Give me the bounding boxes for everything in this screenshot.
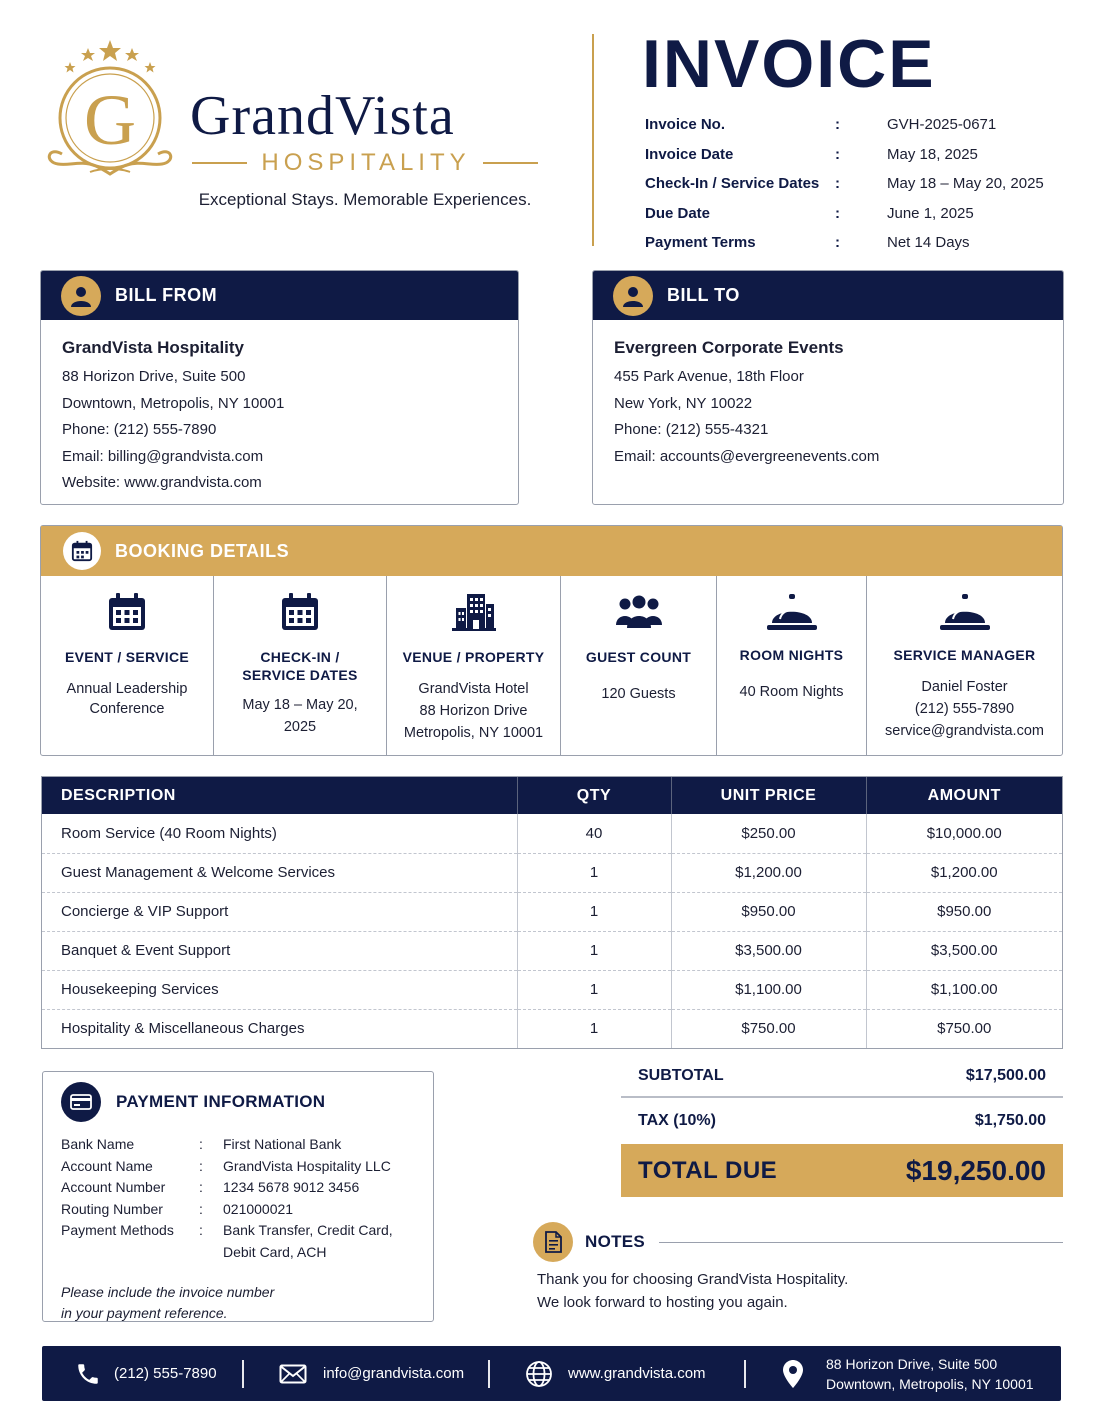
- value-line: 40 Room Nights: [739, 684, 844, 700]
- value-line: Bank Transfer, Credit Card,: [223, 1222, 393, 1238]
- value-line: 1234 5678 9012 3456: [223, 1179, 360, 1195]
- table-header-row: [42, 777, 1062, 814]
- booking-col-value: [601, 683, 675, 705]
- bill-from-card: [40, 270, 519, 505]
- meta-value: Net 14 Days: [887, 234, 970, 252]
- booking-col-value: [67, 678, 188, 720]
- booking-col-room-nights: [717, 576, 867, 755]
- value-line: Annual Leadership: [66, 681, 188, 697]
- calendar-icon: [280, 590, 320, 634]
- booking-col-title: [403, 648, 545, 666]
- meta-row-payment-terms: [645, 228, 1085, 258]
- cell-amount: $750.00: [937, 1020, 992, 1038]
- value-line: GrandVista Hotel: [418, 681, 529, 697]
- booking-header: [41, 526, 1062, 576]
- booking-col-value: [404, 678, 543, 744]
- table-row: [42, 970, 1062, 1009]
- booking-col-event: [41, 576, 214, 755]
- title-line: GUEST COUNT: [585, 649, 692, 665]
- building-icon: [452, 590, 496, 634]
- globe-icon: [525, 1360, 553, 1388]
- payment-value: [223, 1199, 413, 1221]
- value-line: service@grandvista.com: [885, 723, 1044, 739]
- meta-row-due-date: [645, 199, 1085, 229]
- booking-col-guests: [561, 576, 717, 755]
- phone-icon: [75, 1361, 101, 1387]
- note-line: We look forward to hosting you again.: [537, 1294, 788, 1311]
- brand-subtitle: [192, 146, 538, 180]
- payment-sep: :: [199, 1179, 203, 1195]
- col-description: DESCRIPTION: [42, 777, 517, 814]
- subtotal-row: [621, 1056, 1063, 1098]
- calendar-icon: [63, 532, 101, 570]
- payment-sep: :: [199, 1157, 203, 1174]
- cell-description: Concierge & VIP Support: [42, 892, 517, 931]
- user-icon: [61, 276, 101, 316]
- note-line: Please include the invoice number: [61, 1284, 275, 1300]
- meta-label: Check-In / Service Dates: [645, 175, 820, 193]
- meta-sep: :: [835, 116, 840, 134]
- table-row: [42, 853, 1062, 892]
- meta-sep: :: [835, 175, 840, 193]
- line-items-table: [41, 776, 1063, 1049]
- bill-to-line: New York, NY 10022: [614, 394, 753, 412]
- footer-phone-text[interactable]: (212) 555-7890: [114, 1364, 217, 1382]
- bill-to-name: Evergreen Corporate Events: [614, 338, 844, 357]
- booking-col-title: [740, 646, 844, 664]
- payment-information: [42, 1071, 434, 1322]
- cell-description: Room Service (40 Room Nights): [42, 814, 517, 853]
- cell-qty: 1: [517, 970, 671, 1009]
- bill-from-header: [41, 271, 518, 320]
- title-line: EVENT / SERVICE: [64, 649, 190, 665]
- payment-label: Payment Methods: [61, 1222, 174, 1238]
- cell-description: Housekeeping Services: [42, 970, 517, 1009]
- payment-note: [61, 1282, 361, 1324]
- meta-label: Due Date: [645, 204, 711, 222]
- subtotal-value: $17,500.00: [965, 1067, 1046, 1084]
- table-row: [42, 931, 1062, 970]
- title-line: ROOM NIGHTS: [739, 647, 844, 663]
- meta-value: GVH-2025-0671: [887, 116, 997, 134]
- payment-row-account-number: [61, 1177, 433, 1199]
- address-line: Downtown, Metropolis, NY 10001: [826, 1375, 1034, 1392]
- bill-from-line: Phone: (212) 555-7890: [62, 421, 217, 438]
- payment-row-routing: [61, 1199, 433, 1221]
- cell-unit-price: $950.00: [671, 892, 866, 931]
- bill-to-card: [592, 270, 1064, 505]
- group-icon: [616, 590, 662, 634]
- cell-qty: 1: [517, 892, 671, 931]
- payment-row-methods: [61, 1220, 433, 1263]
- cell-amount: $10,000.00: [866, 814, 1062, 853]
- payment-row-account-name: [61, 1156, 433, 1178]
- booking-col-value: [242, 694, 357, 738]
- booking-col-dates: [214, 576, 387, 755]
- title-line: VENUE / PROPERTY: [402, 649, 545, 665]
- brand-sub-rule-right: [483, 162, 538, 164]
- total-due-label: TOTAL DUE: [638, 1156, 778, 1184]
- meta-sep: :: [835, 145, 840, 163]
- invoice-meta: [645, 110, 1085, 258]
- payment-heading: PAYMENT INFORMATION: [116, 1092, 326, 1111]
- value-line: Debit Card, ACH: [223, 1243, 327, 1260]
- tax-row: [621, 1098, 1063, 1144]
- brand-sub-text: HOSPITALITY: [261, 149, 471, 176]
- booking-col-title: [242, 648, 357, 684]
- cell-qty: 1: [517, 931, 671, 970]
- payment-label: Account Number: [61, 1179, 166, 1195]
- value-line: 88 Horizon Drive: [419, 703, 528, 719]
- value-line: 120 Guests: [601, 686, 676, 702]
- bill-from-line: 88 Horizon Drive, Suite 500: [62, 368, 246, 385]
- payment-value: [223, 1134, 413, 1156]
- meta-label: Invoice Date: [645, 145, 734, 163]
- col-qty: QTY: [517, 777, 671, 814]
- value-line: 2025: [283, 719, 317, 735]
- payment-sep: :: [199, 1136, 203, 1152]
- footer-address-text: [826, 1354, 1034, 1394]
- footer-phone: [42, 1346, 242, 1401]
- header-divider: [592, 34, 594, 246]
- booking-details: [40, 525, 1063, 756]
- mail-icon: [279, 1364, 307, 1384]
- value-line: (212) 555-7890: [914, 701, 1015, 717]
- cell-description: Banquet & Event Support: [42, 931, 517, 970]
- note-line: in your payment reference.: [61, 1305, 228, 1321]
- invoice-title: INVOICE: [642, 26, 936, 102]
- meta-row-invoice-date: [645, 140, 1085, 170]
- value-line: GrandVista Hospitality LLC: [223, 1157, 391, 1174]
- value-line: First National Bank: [223, 1136, 342, 1152]
- booking-heading: BOOKING DETAILS: [115, 540, 290, 561]
- title-line: CHECK-IN /: [260, 649, 340, 665]
- payment-label: Account Name: [61, 1157, 153, 1174]
- value-line: May 18 – May 20,: [242, 697, 358, 713]
- cell-amount: $3,500.00: [866, 931, 1062, 970]
- bill-to-line: Email: accounts@evergreenevents.com: [614, 447, 880, 465]
- value-line: Conference: [89, 701, 165, 717]
- cell-qty: 1: [517, 853, 671, 892]
- bill-to-header: [593, 271, 1063, 320]
- subtotal-label: SUBTOTAL: [638, 1067, 724, 1084]
- location-pin-icon: [782, 1359, 804, 1389]
- footer-website: [490, 1346, 744, 1401]
- footer-separator: [242, 1360, 244, 1388]
- cell-amount: $950.00: [866, 892, 1062, 931]
- brand-logo: [40, 36, 180, 186]
- address-line: 88 Horizon Drive, Suite 500: [826, 1355, 998, 1372]
- cell-unit-price: $1,200.00: [671, 853, 866, 892]
- bill-from-name: GrandVista Hospitality: [62, 338, 245, 357]
- payment-header: [61, 1082, 433, 1122]
- booking-col-title: [894, 646, 1036, 664]
- meta-sep: :: [835, 204, 840, 222]
- cell-amount: $1,100.00: [866, 970, 1062, 1009]
- title-line: SERVICE MANAGER: [893, 647, 1036, 663]
- meta-label: Invoice No.: [645, 116, 726, 134]
- payment-value: [223, 1177, 413, 1199]
- table-row: [42, 1009, 1062, 1048]
- cell-qty: 40: [517, 814, 671, 853]
- booking-col-value: [885, 676, 1044, 742]
- note-line: Thank you for choosing GrandVista Hospitality.: [537, 1271, 849, 1288]
- payment-row-bank: [61, 1134, 433, 1156]
- col-amount: AMOUNT: [866, 777, 1062, 814]
- payment-label: Routing Number: [61, 1200, 163, 1217]
- footer-separator: [488, 1360, 490, 1388]
- bill-from-line: Website: www.grandvista.com: [62, 474, 262, 491]
- document-icon: [533, 1222, 573, 1262]
- cell-unit-price: $750.00: [671, 1009, 866, 1048]
- booking-col-value: [740, 681, 844, 703]
- footer-bar: [42, 1346, 1061, 1401]
- bill-from-heading: BILL FROM: [115, 285, 218, 305]
- payment-rows: [61, 1134, 433, 1263]
- meta-label: Payment Terms: [645, 234, 756, 252]
- payment-value: [223, 1156, 413, 1178]
- bill-from-line: Downtown, Metropolis, NY 10001: [62, 394, 285, 412]
- bill-from-line: Email: billing@grandvista.com: [62, 447, 264, 465]
- notes-header: [533, 1222, 1063, 1262]
- meta-row-invoice-no: [645, 110, 1085, 140]
- meta-value: May 18 – May 20, 2025: [887, 175, 1044, 193]
- bill-to-line: 455 Park Avenue, 18th Floor: [614, 368, 804, 385]
- logo-letter: G: [84, 80, 136, 160]
- value-line: Daniel Foster: [921, 679, 1008, 695]
- meta-value: June 1, 2025: [887, 204, 974, 222]
- total-due-row: [621, 1144, 1063, 1197]
- payment-value: [223, 1220, 413, 1263]
- notes-heading: NOTES: [585, 1232, 646, 1251]
- brand-name: GrandVista: [190, 85, 455, 147]
- calendar-icon: [107, 590, 147, 634]
- cell-amount: $1,200.00: [866, 853, 1062, 892]
- cell-description: Guest Management & Welcome Services: [42, 853, 517, 892]
- tax-value: $1,750.00: [974, 1112, 1046, 1129]
- bill-to-heading: BILL TO: [667, 285, 740, 305]
- footer-email-text[interactable]: info@grandvista.com: [323, 1364, 465, 1382]
- user-icon: [613, 276, 653, 316]
- payment-sep: :: [199, 1222, 203, 1238]
- cell-unit-price: $250.00: [671, 814, 866, 853]
- value-line: 021000021: [223, 1200, 294, 1217]
- meta-value: May 18, 2025: [887, 145, 978, 163]
- total-due-value: $19,250.00: [905, 1154, 1046, 1186]
- payment-sep: :: [199, 1200, 203, 1217]
- brand-tagline: Exceptional Stays. Memorable Experiences.: [198, 190, 532, 209]
- meta-row-service-dates: [645, 169, 1085, 199]
- col-unit-price: UNIT PRICE: [671, 777, 866, 814]
- booking-columns: [41, 576, 1062, 755]
- value-line: Metropolis, NY 10001: [403, 725, 544, 741]
- booking-col-title: [586, 648, 691, 666]
- notes-rule: [659, 1242, 1063, 1243]
- bill-to-line: Phone: (212) 555-4321: [614, 421, 769, 438]
- brand-sub-rule-left: [192, 162, 247, 164]
- totals-summary: [621, 1056, 1063, 1197]
- table-row: [42, 892, 1062, 931]
- tax-label: TAX (10%): [638, 1112, 716, 1129]
- booking-col-title: [65, 648, 189, 666]
- footer-email: [244, 1346, 488, 1401]
- meta-sep: :: [835, 234, 840, 252]
- footer-separator: [744, 1360, 746, 1388]
- credit-card-icon: [61, 1082, 101, 1122]
- cell-qty: 1: [517, 1009, 671, 1048]
- footer-website-text[interactable]: www.grandvista.com: [568, 1364, 706, 1382]
- table-row: [42, 814, 1062, 853]
- cell-description: Hospitality & Miscellaneous Charges: [42, 1009, 517, 1048]
- booking-col-venue: [387, 576, 561, 755]
- booking-col-service-manager: [867, 576, 1062, 755]
- cell-unit-price: $3,500.00: [671, 931, 866, 970]
- bill-from-body: [41, 320, 518, 497]
- footer-address: [746, 1346, 1034, 1401]
- payment-label: Bank Name: [61, 1136, 135, 1152]
- service-bell-icon: [766, 590, 818, 634]
- bill-to-body: [593, 320, 1063, 470]
- service-bell-icon: [939, 590, 991, 634]
- notes-body: [537, 1268, 848, 1314]
- title-line: SERVICE DATES: [242, 667, 358, 683]
- cell-unit-price: $1,100.00: [671, 970, 866, 1009]
